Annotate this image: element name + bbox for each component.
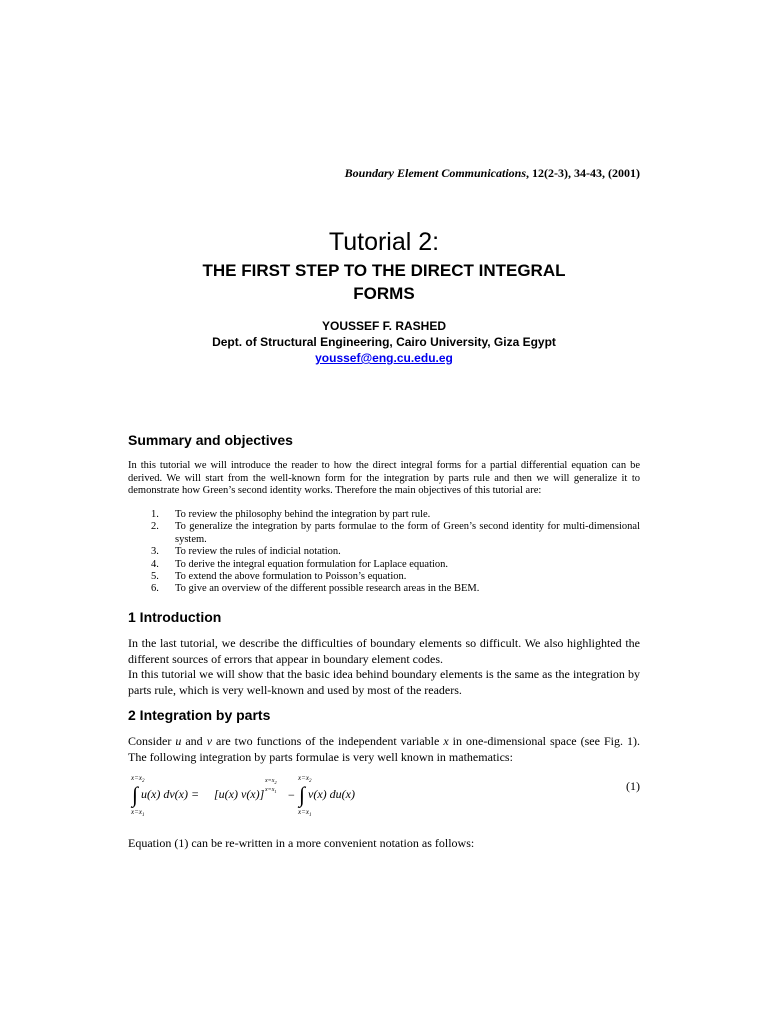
list-item: 5. To extend the above formulation to Poisson’s equation. (151, 571, 407, 583)
title-line-1: THE FIRST STEP TO THE DIRECT INTEGRAL (202, 261, 566, 280)
author-name: YOUSSEF F. RASHED (321, 319, 447, 333)
title-subtitle (0, 259, 768, 305)
author-block (0, 318, 768, 366)
svg-text:x=x2: $x=x_2$ (131, 774, 145, 784)
svg-text:x=x1: $x=x_1$ (265, 787, 277, 794)
integration-paragraph-2: Equation (1) can be re-written in a more convenient notation as follows: (128, 836, 475, 850)
equation-rhs: v(x) du(x) (308, 787, 355, 801)
list-item: 3. To review the rules of indicial notation. (151, 546, 341, 558)
citation (345, 166, 640, 181)
journal-name: Boundary Element Communications (344, 166, 527, 180)
introduction-paragraph-2: In this tutorial we will show that the basic idea behind boundary elements is the same as the integration by parts rule, which is very well-known and used by most of the readers. (128, 667, 640, 697)
author-email-link[interactable]: youssef@eng.cu.edu.eg (315, 351, 453, 365)
svg-text:x=x1: $x=x_1$ (131, 808, 145, 818)
list-item: 6. To give an overview of the different possible research areas in the BEM. (151, 583, 480, 595)
equation-bracket: [u(x) v(x)] (214, 787, 265, 801)
list-item: 1. To review the philosophy behind the integration by part rule. (151, 509, 431, 520)
summary-paragraph: In this tutorial we will introduce the reader to how the direct integral forms for a partial differential equation can be derived. We will start from the well-known form for the integration by parts rule and then we will generalize it to demonstrate how Green’s second identity works. Therefore the main objectives of this tutorial are: (128, 460, 640, 496)
summary-heading: Summary and objectives (128, 432, 293, 448)
author-affiliation: Dept. of Structural Engineering, Cairo University, Giza Egypt (212, 335, 556, 349)
integral-sign: ∫ (132, 782, 139, 807)
title-line-2: FORMS (353, 284, 415, 303)
svg-text:x=x2: $x=x_2$ (265, 778, 277, 785)
svg-text:x=x1: $x=x_1$ (298, 808, 312, 818)
title-main: Tutorial 2: (328, 228, 440, 256)
equation-number: (1) (626, 779, 640, 793)
equation-1 (128, 772, 388, 818)
citation-details: , 12(2-3), 34-43, (2001) (526, 166, 640, 180)
integration-heading: 2 Integration by parts (128, 707, 271, 723)
equation-minus: − (288, 788, 295, 802)
introduction-paragraph-1: In the last tutorial, we describe the difficulties of boundary elements so difficult. We also highlighted the different sources of errors that appear in boundary element codes. (128, 636, 640, 666)
svg-text:x=x2: $x=x_2$ (298, 774, 312, 784)
list-item: 2. To generalize the integration by parts formulae to the form of Green’s second identity for multi-dimensional system. (151, 521, 640, 545)
equation-lhs: u(x) dv(x) = (141, 787, 200, 801)
introduction-heading: 1 Introduction (128, 609, 222, 625)
objectives-list (151, 509, 640, 596)
integral-sign: ∫ (299, 782, 306, 807)
integration-paragraph-1: Consider u and v are two functions of the independent variable x in one-dimensional space (see Fig. 1). The following integration by parts formulae is very well known in mathematics: (128, 734, 640, 764)
list-item: 4. To derive the integral equation formulation for Laplace equation. (151, 558, 449, 570)
introduction-body (128, 636, 640, 698)
